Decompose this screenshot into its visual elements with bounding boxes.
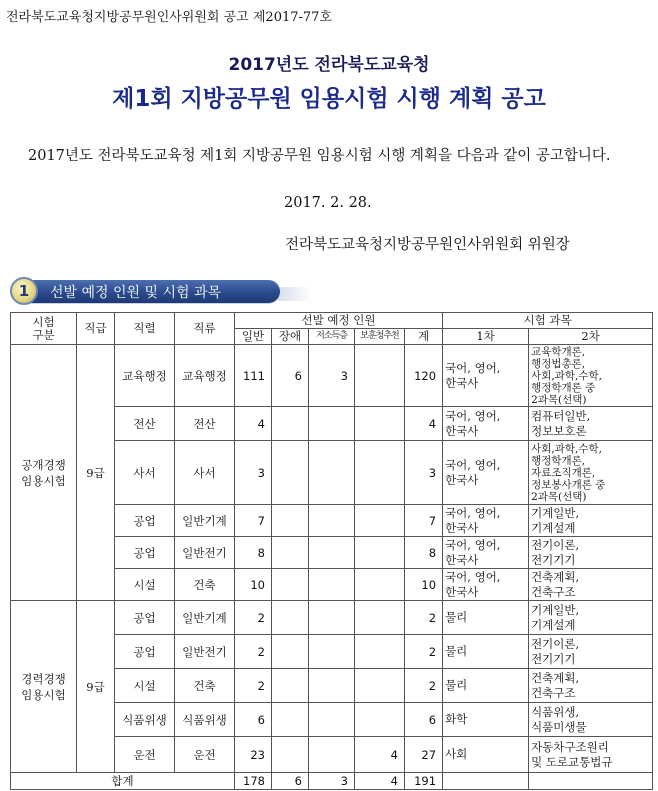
- series-cell: 시설: [115, 569, 175, 601]
- total-disabled: 6: [272, 773, 309, 790]
- veteran-cell: [355, 569, 405, 601]
- header-grade: 직급: [77, 313, 115, 345]
- total-row: [11, 773, 653, 790]
- first-subject-cell: 국어, 영어, 한국사: [443, 569, 529, 601]
- series-cell: 공업: [115, 537, 175, 569]
- header-quota: 선발 예정 인원: [235, 313, 443, 329]
- header-first: 1차: [443, 329, 529, 345]
- general-cell: 8: [235, 537, 272, 569]
- first-subject-cell: 물리: [443, 601, 529, 635]
- header-exam-type: 시험 구분: [11, 313, 77, 345]
- general-cell: 2: [235, 669, 272, 703]
- second-subject-cell: 사회,과학,수학, 행정학개론, 자료조직개론, 정보봉사개론 중 2과목(선택): [529, 441, 653, 505]
- first-subject-cell: 국어, 영어, 한국사: [443, 505, 529, 537]
- section-title: 선발 예정 인원 및 시험 과목: [50, 285, 222, 301]
- low-income-cell: [309, 703, 355, 737]
- category-cell: 건축: [175, 669, 235, 703]
- total-general: 178: [235, 773, 272, 790]
- category-cell: 운전: [175, 737, 235, 773]
- total-cell: 3: [405, 441, 443, 505]
- exam-type-cell: 공개경쟁 임용시험: [11, 345, 77, 601]
- section-number-icon: 1: [10, 277, 38, 305]
- announcement-date: 2017. 2. 28.: [284, 195, 372, 211]
- general-cell: 6: [235, 703, 272, 737]
- veteran-cell: [355, 537, 405, 569]
- category-cell: 일반전기: [175, 537, 235, 569]
- low-income-cell: [309, 737, 355, 773]
- veteran-cell: [355, 407, 405, 441]
- total-cell: 10: [405, 569, 443, 601]
- second-subject-cell: 건축계획, 건축구조: [529, 569, 653, 601]
- total-cell: 2: [405, 635, 443, 669]
- signer: 전라북도교육청지방공무원인사위원회 위원장: [285, 237, 570, 253]
- series-cell: 공업: [115, 635, 175, 669]
- category-cell: 식품위생: [175, 703, 235, 737]
- title-line-1: 2017년도 전라북도교육청: [228, 55, 430, 75]
- second-subject-cell: 전기이론, 전기기기: [529, 537, 653, 569]
- low-income-cell: 3: [309, 345, 355, 407]
- first-subject-cell: 국어, 영어, 한국사: [443, 407, 529, 441]
- disabled-cell: [272, 441, 309, 505]
- low-income-cell: [309, 441, 355, 505]
- general-cell: 10: [235, 569, 272, 601]
- veteran-cell: [355, 345, 405, 407]
- disabled-cell: [272, 537, 309, 569]
- disabled-cell: [272, 635, 309, 669]
- category-cell: 일반전기: [175, 635, 235, 669]
- category-cell: 일반기계: [175, 601, 235, 635]
- first-subject-cell: 국어, 영어, 한국사: [443, 441, 529, 505]
- grade-cell: 9급: [77, 345, 115, 601]
- header-total: 계: [405, 329, 443, 345]
- second-subject-cell: 식품위생, 식품미생물: [529, 703, 653, 737]
- series-cell: 공업: [115, 601, 175, 635]
- header-second: 2차: [529, 329, 653, 345]
- total-cell: 120: [405, 345, 443, 407]
- second-subject-cell: 전기이론, 전기기기: [529, 635, 653, 669]
- total-cell: 6: [405, 703, 443, 737]
- category-cell: 교육행정: [175, 345, 235, 407]
- total-empty-second: [529, 773, 653, 790]
- total-cell: 8: [405, 537, 443, 569]
- header-disabled: 장애: [272, 329, 309, 345]
- general-cell: 2: [235, 635, 272, 669]
- category-cell: 전산: [175, 407, 235, 441]
- second-subject-cell: 자동차구조원리 및 도로교통법규: [529, 737, 653, 773]
- low-income-cell: [309, 407, 355, 441]
- total-empty-first: [443, 773, 529, 790]
- header-general: 일반: [235, 329, 272, 345]
- total-cell: 2: [405, 669, 443, 703]
- disabled-cell: [272, 407, 309, 441]
- second-subject-cell: 건축계획, 건축구조: [529, 669, 653, 703]
- header-subjects: 시험 과목: [443, 313, 653, 329]
- series-cell: 운전: [115, 737, 175, 773]
- general-cell: 7: [235, 505, 272, 537]
- table-row: [11, 601, 653, 635]
- total-cell: 27: [405, 737, 443, 773]
- disabled-cell: [272, 601, 309, 635]
- header-veteran: 보훈청추천: [355, 329, 405, 345]
- announcement-number: 전라북도교육청지방공무원인사위원회 공고 제2017-77호: [6, 10, 333, 25]
- series-cell: 공업: [115, 505, 175, 537]
- general-cell: 3: [235, 441, 272, 505]
- series-cell: 시설: [115, 669, 175, 703]
- first-subject-cell: 국어, 영어, 한국사: [443, 345, 529, 407]
- first-subject-cell: 사회: [443, 737, 529, 773]
- header-category: 직류: [175, 313, 235, 345]
- total-total: 191: [405, 773, 443, 790]
- low-income-cell: [309, 537, 355, 569]
- veteran-cell: [355, 441, 405, 505]
- general-cell: 111: [235, 345, 272, 407]
- banner-fade: [278, 287, 312, 301]
- low-income-cell: [309, 635, 355, 669]
- total-label: 합계: [11, 773, 235, 790]
- disabled-cell: [272, 505, 309, 537]
- disabled-cell: [272, 737, 309, 773]
- first-subject-cell: 물리: [443, 635, 529, 669]
- header-series: 직렬: [115, 313, 175, 345]
- series-cell: 사서: [115, 441, 175, 505]
- veteran-cell: [355, 669, 405, 703]
- exam-type-cell: 경력경쟁 임용시험: [11, 601, 77, 773]
- total-cell: 4: [405, 407, 443, 441]
- category-cell: 사서: [175, 441, 235, 505]
- total-low-income: 3: [309, 773, 355, 790]
- veteran-cell: [355, 601, 405, 635]
- low-income-cell: [309, 569, 355, 601]
- second-subject-cell: 기계일반, 기계설계: [529, 505, 653, 537]
- header-low-income: 저소득층: [309, 329, 355, 345]
- total-cell: 2: [405, 601, 443, 635]
- second-subject-cell: 컴퓨터일반, 정보보호론: [529, 407, 653, 441]
- disabled-cell: [272, 703, 309, 737]
- second-subject-cell: 기계일반, 기계설계: [529, 601, 653, 635]
- recruitment-table: [10, 312, 653, 790]
- second-subject-cell: 교육학개론, 행정법총론, 사회,과학,수학, 행정학개론 중 2과목(선택): [529, 345, 653, 407]
- general-cell: 23: [235, 737, 272, 773]
- veteran-cell: [355, 635, 405, 669]
- table-row: [11, 345, 653, 407]
- total-veteran: 4: [355, 773, 405, 790]
- category-cell: 건축: [175, 569, 235, 601]
- veteran-cell: [355, 505, 405, 537]
- grade-cell: 9급: [77, 601, 115, 773]
- disabled-cell: [272, 569, 309, 601]
- total-cell: 7: [405, 505, 443, 537]
- title-line-2: 제1회 지방공무원 임용시험 시행 계획 공고: [112, 86, 546, 112]
- low-income-cell: [309, 505, 355, 537]
- veteran-cell: 4: [355, 737, 405, 773]
- disabled-cell: 6: [272, 345, 309, 407]
- general-cell: 2: [235, 601, 272, 635]
- low-income-cell: [309, 669, 355, 703]
- section-banner: [10, 277, 302, 307]
- first-subject-cell: 물리: [443, 669, 529, 703]
- first-subject-cell: 국어, 영어, 한국사: [443, 537, 529, 569]
- first-subject-cell: 화학: [443, 703, 529, 737]
- series-cell: 교육행정: [115, 345, 175, 407]
- series-cell: 식품위생: [115, 703, 175, 737]
- category-cell: 일반기계: [175, 505, 235, 537]
- table-body: [11, 345, 653, 773]
- series-cell: 전산: [115, 407, 175, 441]
- intro-paragraph: 2017년도 전라북도교육청 제1회 지방공무원 임용시험 시행 계획을 다음과 같이 공고합니다.: [28, 148, 611, 164]
- general-cell: 4: [235, 407, 272, 441]
- low-income-cell: [309, 601, 355, 635]
- disabled-cell: [272, 669, 309, 703]
- veteran-cell: [355, 703, 405, 737]
